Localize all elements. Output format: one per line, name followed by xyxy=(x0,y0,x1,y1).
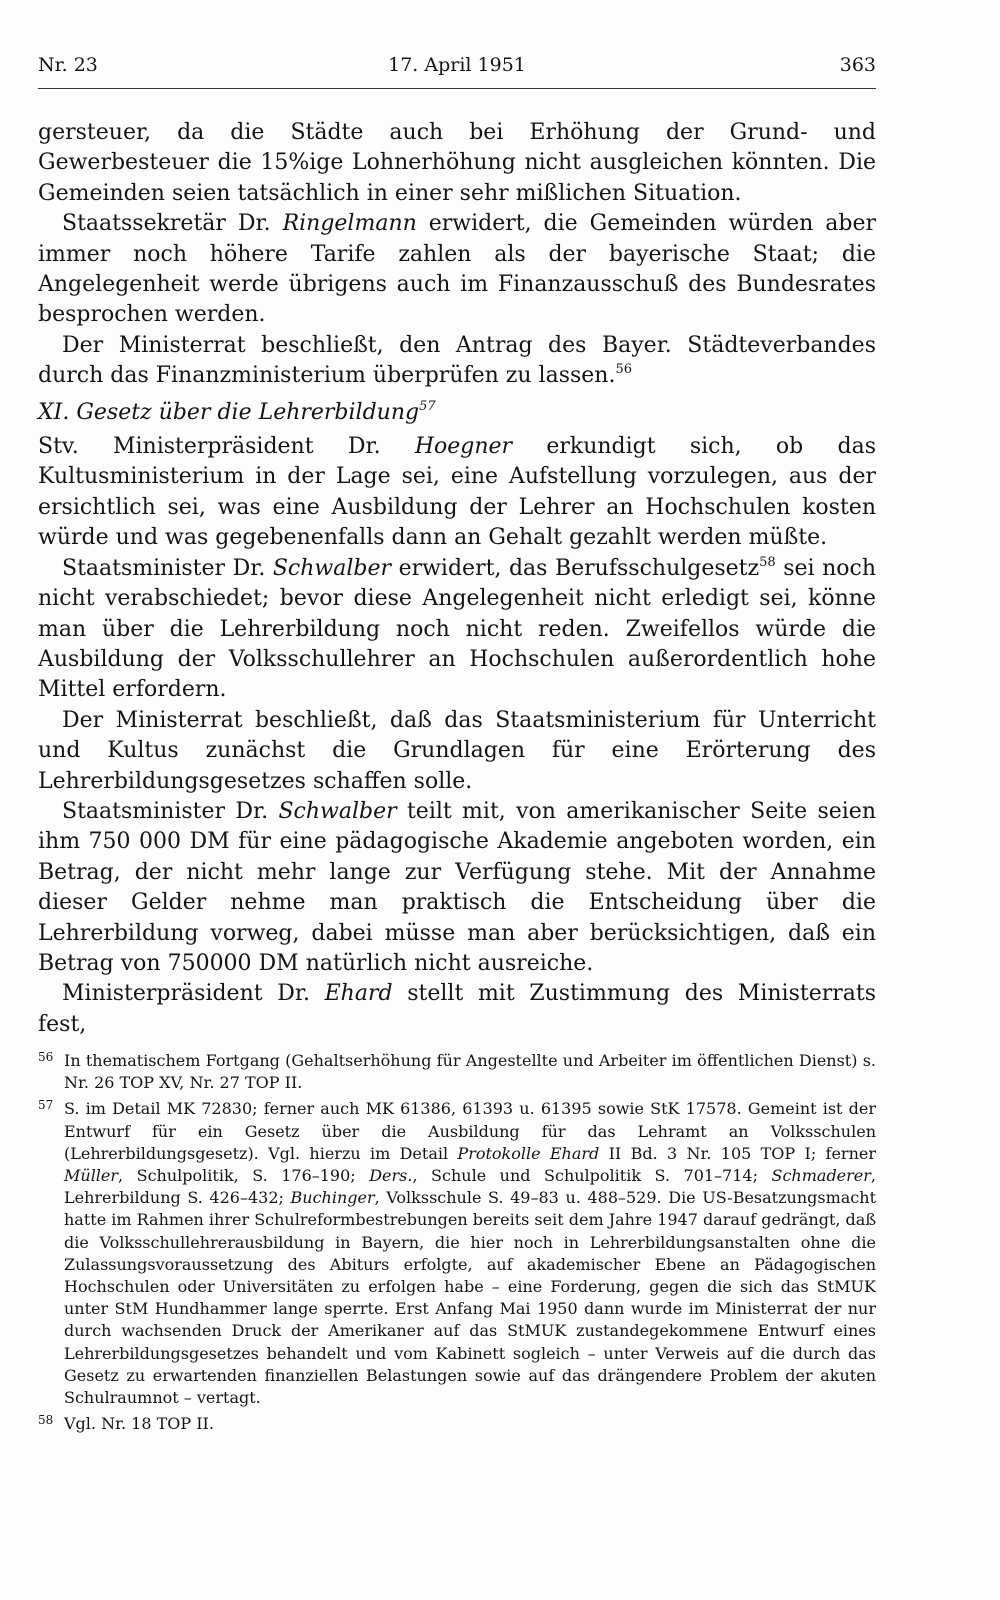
footnote-57: 57 S. im Detail MK 72830; ferner auch MK 61386, 61393 u. 61395 sowie StK 17578. Gemeint ist der Entwurf für ein Gesetz über die Ausbildung für das Lehramt an Volksschulen (Lehrerbildungsgesetz). Vgl. hierzu im Detail Protokolle Ehard II Bd. 3 Nr. 105 TOP I; ferner Müller, Schulpolitik, S. 176–190; Ders., Schule und Schulpolitik S. 701–714; Schmaderer, Lehrerbildung S. 426–432; Buchinger, Volksschule S. 49–83 u. 488–529. Die US-Besatzungsmacht hatte im Rahmen ihrer Schulreformbestrebungen bereits seit dem Jahre 1947 darauf gedrängt, daß die Volksschullehrerausbildung in Bayern, die hier noch in Lehrerbildungsanstalten ohne die Zulassungsvoraussetzung des Abiturs erfolgte, auf akademischer Ebene an Pädagogischen Hochschulen oder Universitäten zu erfolgen habe – eine Forderung, gegen die sich das StMUK unter StM Hundhammer lange sperrte. Erst Anfang Mai 1950 dann wurde im Ministerrat der nur durch wachsenden Druck der Amerikaner auf das StMUK zustandegekommene Entwurf eines Lehrerbildungsgesetzes behandelt und vom Kabinett sogleich – unter Verweis auf die durch das Gesetz zu erwartenden finanziellen Belastungen sowie auf das drängendere Problem der akuten Schulraumnot – vertagt. xyxy=(38,1098,876,1409)
page-number: 363 xyxy=(839,54,876,76)
paragraph-8: Ministerpräsident Dr. Ehard stellt mit Zustimmung des Ministerrats fest, xyxy=(38,981,876,1037)
footnote-number: 56 xyxy=(38,1050,54,1064)
footnote-58 xyxy=(38,1413,876,1435)
person-name: Schwalber xyxy=(272,555,392,581)
paragraph-4: Stv. Ministerpräsident Dr. Hoegner erkundigt sich, ob das Kultusministerium in der Lage sei, eine Aufstellung vorzulegen, aus der ersichtlich sei, was eine Ausbildung der Lehrer an Hochschulen kosten würde und was gegebenenfalls dann an Gehalt gezahlt werden müßte. xyxy=(38,434,876,551)
footnote-number: 57 xyxy=(38,1098,54,1113)
footnote-text: In thematischem Fortgang (Gehaltserhöhung für Angestellte und Arbeiter im öffentlichen Dienst) s. Nr. 26 TOP XV, Nr. 27 TOP II. xyxy=(64,1051,876,1093)
page-header xyxy=(38,50,876,89)
paragraph-2: Staatssekretär Dr. Ringelmann erwidert, die Gemeinden würden aber immer noch höhere Tarife zahlen als der bayerische Staat; die Angelegenheit werde übrigens auch im Finanzausschuß des Bundesrates besprochen werden. xyxy=(38,211,876,328)
person-name: Ehard xyxy=(324,981,393,1007)
paragraph-7: Staatsminister Dr. Schwalber teilt mit, von amerikanischer Seite seien ihm 750 000 DM für eine pädagogische Akademie angeboten worden, ein Betrag, der nicht mehr lange zur Verfügung stehe. Mit der Annahme dieser Gelder nehme man praktisch die Entscheidung über die Lehrerbildung vorweg, dabei müsse man aber berücksichtigen, daß ein Betrag von 750000 DM natürlich nicht ausreiche. xyxy=(38,798,876,976)
paragraph-3: Der Ministerrat beschließt, den Antrag des Bayer. Städteverbandes durch das Finanzministerium überprüfen zu lassen.$^{56}$ xyxy=(38,332,876,389)
footnote-number: 58 xyxy=(38,1413,54,1428)
footnote-ref-57[interactable]: 57 xyxy=(419,398,436,414)
person-name: Hoegner xyxy=(414,434,513,460)
footnote-ref-56[interactable]: 56 xyxy=(615,362,633,378)
footnote-56 xyxy=(38,1050,876,1094)
paragraph-6: Der Ministerrat beschließt, daß das Staatsministerium für Unterricht und Kultus zunächst die Grundlagen für eine Erörterung des Lehrerbildungsgesetzes schaffen solle. xyxy=(38,707,876,794)
body-text xyxy=(38,118,876,1040)
issue-number: Nr. 23 xyxy=(38,54,98,76)
person-name: Ringelmann xyxy=(282,211,417,237)
paragraph-5: Staatsminister Dr. Schwalber erwidert, das Berufsschulgesetz$^{58}$ sei noch nicht verabschiedet; bevor diese Angelegenheit nicht erledigt sei, könne man über die Lehrerbildung noch nicht reden. Zweifellos würde die Ausbildung der Volksschullehrer an Hochschulen außerordentlich hohe Mittel erfordern. xyxy=(38,554,876,703)
footnote-text: Vgl. Nr. 18 TOP II. xyxy=(64,1414,214,1434)
footnotes xyxy=(38,1050,876,1439)
paragraph-1: gersteuer, da die Städte auch bei Erhöhung der Grund- und Gewerbesteuer die 15%ige Lohnerhöhung nicht ausgleichen könnten. Die Gemeinden seien tatsächlich in einer sehr mißlichen Situation. xyxy=(38,120,876,206)
footnote-ref-58[interactable]: 58 xyxy=(759,554,776,570)
section-heading: XI. Gesetz über die Lehrerbildung$^{57}$ xyxy=(38,398,436,425)
person-name: Schwalber xyxy=(278,798,397,824)
header-date: 17. April 1951 xyxy=(388,54,526,76)
